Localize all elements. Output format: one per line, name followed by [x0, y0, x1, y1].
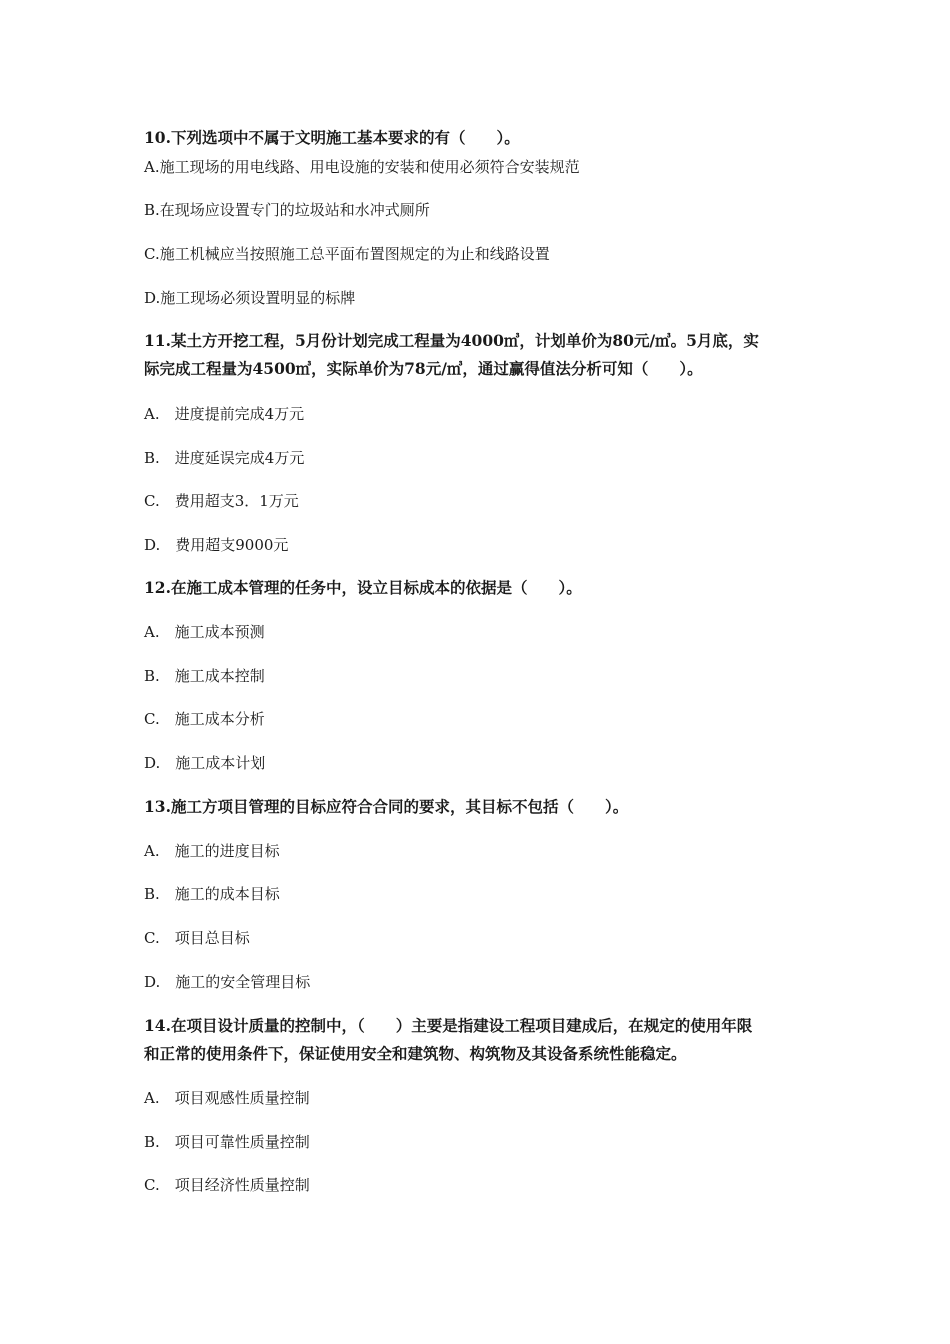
question-11-option-c: C. 费用超支3．1万元 — [144, 492, 299, 510]
question-12-line-1: 12.在施工成本管理的任务中，设立目标成本的依据是（ ）。 — [144, 578, 582, 597]
question-14-option-b: B. 项目可靠性质量控制 — [144, 1133, 310, 1151]
question-12-option-c: C. 施工成本分析 — [144, 710, 265, 728]
question-13-option-c: C. 项目总目标 — [144, 929, 250, 947]
question-13-option-a: A. 施工的进度目标 — [144, 842, 280, 860]
question-12-option-b: B. 施工成本控制 — [144, 667, 265, 685]
question-13-option-d: D. 施工的安全管理目标 — [144, 973, 311, 991]
question-12-option-a: A. 施工成本预测 — [144, 623, 265, 641]
question-10-option-d: D.施工现场必须设置明显的标牌 — [144, 289, 356, 307]
question-14-option-a: A. 项目观感性质量控制 — [144, 1089, 310, 1107]
question-11-line-2: 际完成工程量为4500㎥，实际单价为78元/㎥，通过赢得值法分析可知（ ）。 — [144, 359, 703, 378]
question-14-line-1: 14.在项目设计质量的控制中，（ ）主要是指建设工程项目建成后，在规定的使用年限 — [144, 1016, 753, 1035]
question-13-option-b: B. 施工的成本目标 — [144, 885, 280, 903]
question-11-line-1: 11.某土方开挖工程，5月份计划完成工程量为4000㎥，计划单价为80元/㎥。5月底，实 — [144, 331, 759, 350]
question-11-option-b: B. 进度延误完成4万元 — [144, 449, 305, 467]
question-14-line-2: 和正常的使用条件下，保证使用安全和建筑物、构筑物及其设备系统性能稳定。 — [144, 1044, 687, 1063]
question-10-line-1: 10.下列选项中不属于文明施工基本要求的有（ ）。 — [144, 128, 520, 147]
question-13-line-1: 13.施工方项目管理的目标应符合合同的要求，其目标不包括（ ）。 — [144, 797, 629, 816]
question-10-option-a: A.施工现场的用电线路、用电设施的安装和使用必须符合安装规范 — [144, 158, 580, 176]
question-12-option-d: D. 施工成本计划 — [144, 754, 266, 772]
question-10-option-c: C.施工机械应当按照施工总平面布置图规定的为止和线路设置 — [144, 245, 550, 263]
question-14-option-c: C. 项目经济性质量控制 — [144, 1176, 310, 1194]
question-10-option-b: B.在现场应设置专门的垃圾站和水冲式厕所 — [144, 201, 430, 219]
question-11-option-a: A. 进度提前完成4万元 — [144, 405, 305, 423]
question-11-option-d: D. 费用超支9000元 — [144, 536, 289, 554]
